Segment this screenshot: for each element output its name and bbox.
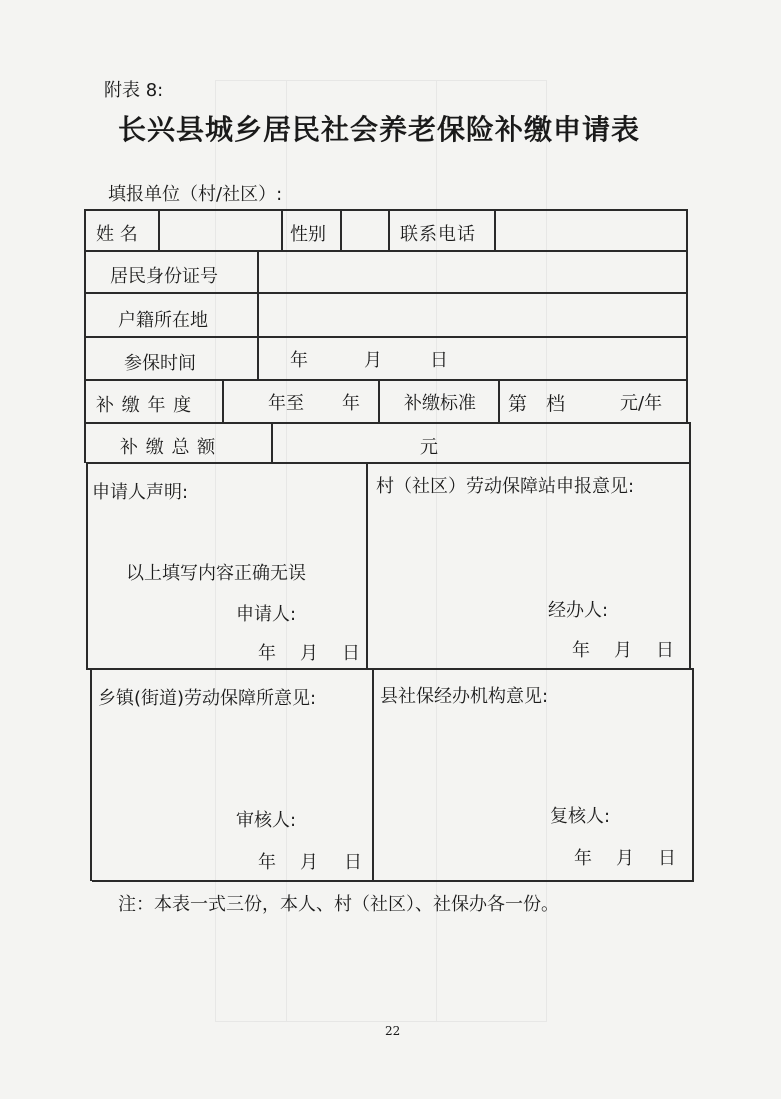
table-border-top bbox=[84, 209, 688, 211]
village-date-day: 日 bbox=[656, 640, 674, 661]
insured-day-unit: 日 bbox=[430, 350, 448, 371]
applicant-sign-label: 申请人: bbox=[236, 604, 297, 625]
col-divider bbox=[222, 379, 224, 423]
col-divider bbox=[372, 668, 374, 881]
col-divider bbox=[271, 422, 273, 463]
page-number: 22 bbox=[385, 1024, 401, 1038]
total-unit: 元 bbox=[420, 437, 438, 458]
county-date-year: 年 bbox=[574, 848, 592, 869]
pay-year-label: 补 缴 年 度 bbox=[96, 395, 193, 416]
table-border-bottom bbox=[92, 880, 694, 882]
standard-label: 补缴标准 bbox=[404, 393, 476, 414]
applicant-declaration-title: 申请人声明: bbox=[92, 482, 189, 503]
applicant-date-year: 年 bbox=[258, 643, 276, 664]
county-date-month: 月 bbox=[616, 848, 634, 869]
town-sign-label: 审核人: bbox=[236, 810, 297, 831]
col-divider bbox=[158, 209, 160, 251]
insured-year-unit: 年 bbox=[290, 350, 308, 371]
row-divider bbox=[86, 462, 690, 464]
col-divider bbox=[498, 379, 500, 423]
phone-label: 联系电话 bbox=[400, 224, 476, 245]
standard-unit: 元/年 bbox=[620, 393, 663, 414]
gender-label: 性别 bbox=[290, 224, 326, 245]
applicant-date-month: 月 bbox=[300, 643, 318, 664]
insured-month-unit: 月 bbox=[364, 350, 382, 371]
town-date-year: 年 bbox=[258, 852, 276, 873]
household-field[interactable] bbox=[260, 295, 684, 334]
col-divider bbox=[340, 209, 342, 251]
pay-year-from: 年至 bbox=[268, 393, 304, 414]
pay-year-to: 年 bbox=[342, 393, 360, 414]
id-number-field[interactable] bbox=[260, 253, 684, 290]
county-sign-label: 复核人: bbox=[550, 806, 611, 827]
table-border-right bbox=[692, 668, 694, 881]
name-label: 姓 名 bbox=[96, 224, 138, 245]
col-divider bbox=[378, 379, 380, 423]
table-border-left bbox=[84, 209, 86, 463]
row-divider bbox=[84, 336, 688, 338]
table-border-left bbox=[90, 668, 92, 881]
footnote: 注：本表一式三份，本人、村（社区）、社保办各一份。 bbox=[118, 894, 559, 915]
name-field[interactable] bbox=[163, 212, 279, 248]
table-border-right bbox=[686, 209, 688, 423]
form-title: 长兴县城乡居民社会养老保险补缴申请表 bbox=[118, 113, 641, 146]
insured-time-label: 参保时间 bbox=[124, 353, 196, 374]
standard-tier: 第 档 bbox=[508, 393, 566, 415]
table-border-left bbox=[86, 462, 88, 670]
fill-unit-label: 填报单位（村/社区）: bbox=[108, 184, 283, 205]
row-divider bbox=[84, 292, 688, 294]
col-divider bbox=[281, 209, 283, 251]
row-divider bbox=[84, 250, 688, 252]
applicant-date-day: 日 bbox=[342, 643, 360, 664]
applicant-statement: 以上填写内容正确无误 bbox=[126, 563, 306, 584]
table-border-right bbox=[689, 422, 691, 669]
county-opinion-title: 县社保经办机构意见: bbox=[380, 686, 549, 707]
id-number-label: 居民身份证号 bbox=[110, 266, 218, 287]
row-divider bbox=[84, 422, 690, 424]
town-date-day: 日 bbox=[344, 852, 362, 873]
col-divider bbox=[494, 209, 496, 251]
town-date-month: 月 bbox=[300, 852, 318, 873]
attachment-label: 附表 8: bbox=[104, 80, 164, 101]
col-divider bbox=[388, 209, 390, 251]
col-divider bbox=[366, 462, 368, 669]
town-opinion-title: 乡镇(街道)劳动保障所意见: bbox=[98, 688, 317, 709]
col-divider bbox=[257, 250, 259, 380]
gender-field[interactable] bbox=[343, 212, 386, 248]
household-label: 户籍所在地 bbox=[118, 310, 208, 331]
row-divider bbox=[84, 379, 688, 381]
village-date-year: 年 bbox=[572, 640, 590, 661]
phone-field[interactable] bbox=[498, 212, 684, 248]
row-divider bbox=[88, 668, 692, 670]
county-date-day: 日 bbox=[658, 848, 676, 869]
village-date-month: 月 bbox=[614, 640, 632, 661]
village-sign-label: 经办人: bbox=[548, 600, 609, 621]
total-label: 补 缴 总 额 bbox=[120, 437, 217, 458]
village-opinion-title: 村（社区）劳动保障站申报意见: bbox=[376, 476, 635, 497]
